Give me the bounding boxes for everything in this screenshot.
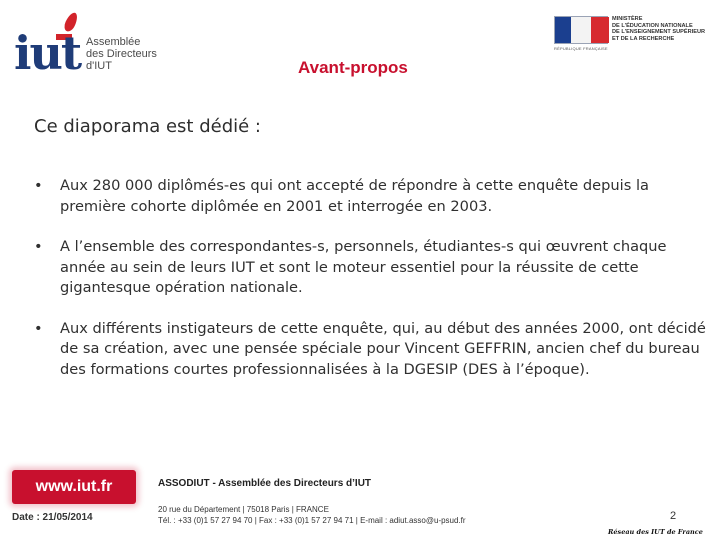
bullet-text: Aux différents instigateurs de cette enquête, qui, au début des années 2000, ont décidé de sa création, avec une pensée spéciale pour Vincent GEFFRIN, ancien chef du bureau des formations courtes professionnalisées à la DGESIP (DES à l’époque).: [60, 319, 706, 378]
slide-title: Avant-propos: [298, 58, 408, 77]
slide-subtitle: Ce diaporama est dédié :: [34, 116, 261, 137]
bullet-text: Aux 280 000 diplômés-es qui ont accepté de répondre à cette enquête depuis la première cohorte diplômée en 2001 et interrogée en 2003.: [60, 177, 649, 215]
ministry-line-2: DE L'ÉDUCATION NATIONALE: [612, 22, 693, 29]
french-flag-icon: [554, 16, 608, 44]
iut-logo: [12, 6, 162, 78]
organization-address: [158, 504, 466, 526]
website-link[interactable]: [12, 470, 136, 504]
organization-name: ASSODIUT - Assemblée des Directeurs d’IUT: [158, 478, 372, 489]
bullet-icon: •: [34, 177, 43, 194]
bullet-item: [34, 176, 706, 217]
slide-footer: [0, 470, 720, 540]
iut-logo-caption: [86, 36, 157, 72]
network-signature: Réseau des IUT de France: [608, 528, 703, 536]
bullet-icon: •: [34, 238, 43, 255]
iut-logo-line-1: Assemblée: [86, 36, 141, 48]
ministry-line-4: ET DE LA RECHERCHE: [612, 35, 675, 42]
iut-logo-line-3: d'IUT: [86, 60, 112, 72]
ministry-logo: [554, 14, 714, 54]
address-line-1: 20 rue du Département | 75018 Paris | FRANCE: [158, 505, 329, 514]
iut-logo-line-2: des Directeurs: [86, 48, 157, 60]
ministry-line-3: DE L'ENSEIGNEMENT SUPÉRIEUR: [612, 29, 706, 35]
iut-logo-wordmark: iut: [14, 26, 81, 80]
ministry-name: [612, 16, 705, 42]
bullet-text: A l’ensemble des correspondantes-s, personnels, étudiantes-s qui œuvrent chaque année au sein de leurs IUT et sont le moteur essentiel pour la réussite de cette gigantesque opération nationale.: [60, 238, 667, 296]
bullet-list: [34, 176, 706, 400]
page-number: 2: [670, 510, 677, 522]
slide-date: Date : 21/05/2014: [12, 512, 93, 523]
ministry-line-1: MINISTÈRE: [612, 16, 643, 22]
bullet-item: [34, 319, 706, 381]
address-line-2: Tél. : +33 (0)1 57 27 94 70 | Fax : +33 (0)1 57 27 94 71 | E-mail : adiut.asso@u-psud.fr: [158, 516, 466, 525]
website-label: www.iut.fr: [35, 478, 113, 495]
bullet-item: [34, 237, 706, 299]
bullet-icon: •: [34, 319, 43, 337]
flag-caption: RÉPUBLIQUE FRANÇAISE: [554, 46, 608, 51]
